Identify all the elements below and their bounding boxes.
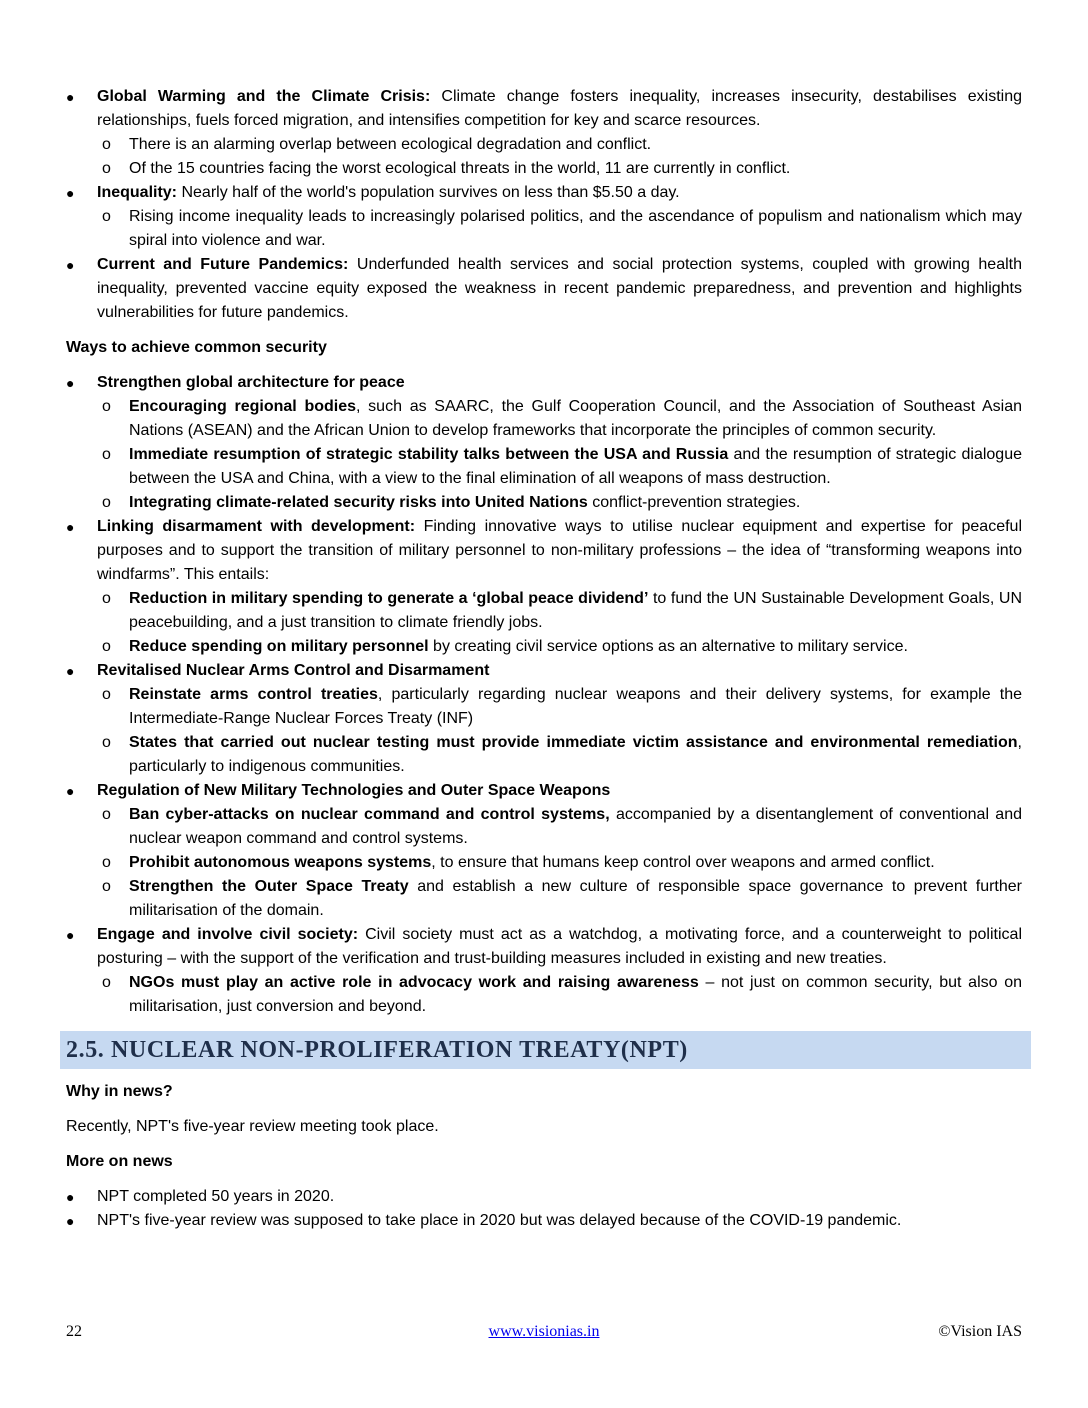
- sub-bullet-icon: o: [102, 974, 111, 991]
- sub-bullet-item: [66, 587, 1022, 635]
- item-text: Of the 15 countries facing the worst ecological threats in the world, 11 are currently in conflict.: [129, 160, 791, 177]
- item-text: accompanied by a disentanglement of conventional and nuclear weapon command and control systems.: [129, 806, 1022, 847]
- section-heading: 2.5. NUCLEAR NON-PROLIFERATION TREATY(NPT): [60, 1031, 1031, 1069]
- item-text: , particularly to indigenous communities.: [129, 734, 1022, 775]
- item-text: There is an alarming overlap between ecological degradation and conflict.: [129, 136, 652, 153]
- bullet-icon: ●: [66, 185, 75, 201]
- sub-bullet-icon: o: [102, 494, 111, 511]
- subheading: Ways to achieve common security: [66, 339, 327, 356]
- sub-bullet-icon: o: [102, 638, 111, 655]
- document-body: [66, 85, 1022, 1233]
- sub-bullet-item: [66, 133, 1022, 157]
- item-text: Climate change fosters inequality, increases insecurity, destabilises existing relationships, fuels forced migration, and intensifies competition for key and scarce resources.: [97, 88, 1023, 129]
- item-text: by creating civil service options as an alternative to military service.: [428, 638, 908, 655]
- sub-bullet-icon: o: [102, 806, 111, 823]
- bullet-item: [66, 85, 1022, 133]
- bullet-item: [66, 923, 1022, 971]
- item-text: and establish a new culture of responsible space governance to prevent further militarisation of the domain.: [129, 878, 1022, 919]
- bold-lead: States that carried out nuclear testing must provide immediate victim assistance and environmental remediation: [129, 734, 1018, 751]
- sub-bullet-icon: o: [102, 854, 111, 871]
- sub-bullet-icon: o: [102, 160, 111, 177]
- item-text: and the resumption of strategic dialogue between the USA and China, with a view to the final elimination of all weapons of mass destruction.: [129, 446, 1022, 487]
- copyright: ©Vision IAS: [938, 1323, 1022, 1340]
- sub-bullet-icon: o: [102, 446, 111, 463]
- bullet-icon: ●: [66, 927, 75, 943]
- item-text: , such as SAARC, the Gulf Cooperation Council, and the Association of Southeast Asian Nations (ASEAN) and the African Union to develop frameworks that incorporate the principles of common security.: [129, 398, 1022, 439]
- bold-lead: Reduce spending on military personnel: [129, 638, 429, 655]
- bold-lead: Engage and involve civil society:: [97, 926, 359, 943]
- bold-lead: Strengthen the Outer Space Treaty: [129, 878, 409, 895]
- bullet-icon: ●: [66, 663, 75, 679]
- bold-lead: Reinstate arms control treaties: [129, 686, 378, 703]
- subheading: More on news: [66, 1153, 173, 1170]
- bold-lead: Global Warming and the Climate Crisis:: [97, 88, 431, 105]
- page-number: 22: [66, 1323, 82, 1340]
- item-text: conflict-prevention strategies.: [587, 494, 801, 511]
- sub-bullet-item: [66, 395, 1022, 443]
- item-text: – not just on common security, but also on militarisation, just conversion and beyond.: [129, 974, 1023, 1015]
- bold-lead: Encouraging regional bodies: [129, 398, 357, 415]
- item-text: Civil society must act as a watchdog, a motivating force, and a counterweight to political posturing – with the support of the verification and trust-building measures included in existing and new treaties.: [97, 926, 1022, 967]
- sub-bullet-item: [66, 731, 1022, 779]
- sub-bullet-item: [66, 875, 1022, 923]
- bullet-item: [66, 371, 1022, 395]
- bold-lead: NGOs must play an active role in advocacy work and raising awareness: [129, 974, 699, 991]
- bullet-item: [66, 181, 1022, 205]
- bold-lead: Regulation of New Military Technologies and Outer Space Weapons: [97, 782, 611, 799]
- paragraph: Recently, NPT's five-year review meeting took place.: [66, 1118, 439, 1135]
- bold-lead: Ban cyber-attacks on nuclear command and control systems,: [129, 806, 610, 823]
- sub-bullet-item: [66, 635, 1022, 659]
- bullet-icon: ●: [66, 519, 75, 535]
- sub-bullet-icon: o: [102, 208, 111, 225]
- sub-bullet-icon: o: [102, 878, 111, 895]
- bullet-item: [66, 253, 1022, 325]
- item-text: NPT's five-year review was supposed to take place in 2020 but was delayed because of the COVID-19 pandemic.: [97, 1212, 902, 1229]
- bullet-item: [66, 779, 1022, 803]
- bold-lead: Prohibit autonomous weapons systems: [129, 854, 432, 871]
- website-link[interactable]: www.visionias.in: [488, 1323, 600, 1340]
- item-text: Underfunded health services and social protection systems, coupled with growing health inequality, prevented vaccine equity exposed the weakness in recent pandemic preparedness, and prevention and highlights vulnerabilities for future pandemics.: [97, 256, 1022, 321]
- sub-bullet-item: [66, 205, 1022, 253]
- bold-lead: Inequality:: [97, 184, 178, 201]
- bullet-icon: ●: [66, 375, 75, 391]
- sub-bullet-icon: o: [102, 590, 111, 607]
- sub-bullet-icon: o: [102, 734, 111, 751]
- sub-bullet-item: [66, 971, 1022, 1019]
- bullet-item: [66, 659, 1022, 683]
- bullet-icon: ●: [66, 1213, 75, 1229]
- bullet-item: [66, 1209, 1022, 1233]
- bullet-icon: ●: [66, 1189, 75, 1205]
- bullet-icon: ●: [66, 257, 75, 273]
- bold-lead: Integrating climate-related security risks into United Nations: [129, 494, 588, 511]
- sub-bullet-item: [66, 491, 1022, 515]
- item-text: , particularly regarding nuclear weapons and their delivery systems, for example the Intermediate-Range Nuclear Forces Treaty (INF): [129, 686, 1022, 727]
- bullet-item: [66, 1185, 1022, 1209]
- item-text: , to ensure that humans keep control over weapons and armed conflict.: [431, 854, 935, 871]
- bullet-icon: ●: [66, 89, 75, 105]
- sub-bullet-icon: o: [102, 686, 111, 703]
- sub-bullet-item: [66, 443, 1022, 491]
- item-text: to fund the UN Sustainable Development Goals, UN peacebuilding, and a just transition to climate friendly jobs.: [129, 590, 1023, 631]
- bold-lead: Immediate resumption of strategic stability talks between the USA and Russia: [129, 446, 729, 463]
- subheading: Why in news?: [66, 1083, 173, 1100]
- item-text: Nearly half of the world's population survives on less than $5.50 a day.: [177, 184, 680, 201]
- bold-lead: Reduction in military spending to generate a ‘global peace dividend’: [129, 590, 649, 607]
- sub-bullet-icon: o: [102, 398, 111, 415]
- sub-bullet-item: [66, 157, 1022, 181]
- bold-lead: Strengthen global architecture for peace: [97, 374, 405, 391]
- bullet-icon: ●: [66, 783, 75, 799]
- bold-lead: Revitalised Nuclear Arms Control and Disarmament: [97, 662, 490, 679]
- bold-lead: Current and Future Pandemics:: [97, 256, 349, 273]
- sub-bullet-icon: o: [102, 136, 111, 153]
- bullet-item: [66, 515, 1022, 587]
- sub-bullet-item: [66, 803, 1022, 851]
- item-text: NPT completed 50 years in 2020.: [97, 1188, 335, 1205]
- sub-bullet-item: [66, 851, 1022, 875]
- sub-bullet-item: [66, 683, 1022, 731]
- item-text: Finding innovative ways to utilise nuclear equipment and expertise for peaceful purposes and to support the transition of military personnel to non-military professions – the idea of “transforming weapons into windfarms”. This entails:: [97, 518, 1022, 583]
- item-text: Rising income inequality leads to increasingly polarised politics, and the ascendance of populism and nationalism which may spiral into violence and war.: [129, 208, 1022, 249]
- bold-lead: Linking disarmament with development:: [97, 518, 416, 535]
